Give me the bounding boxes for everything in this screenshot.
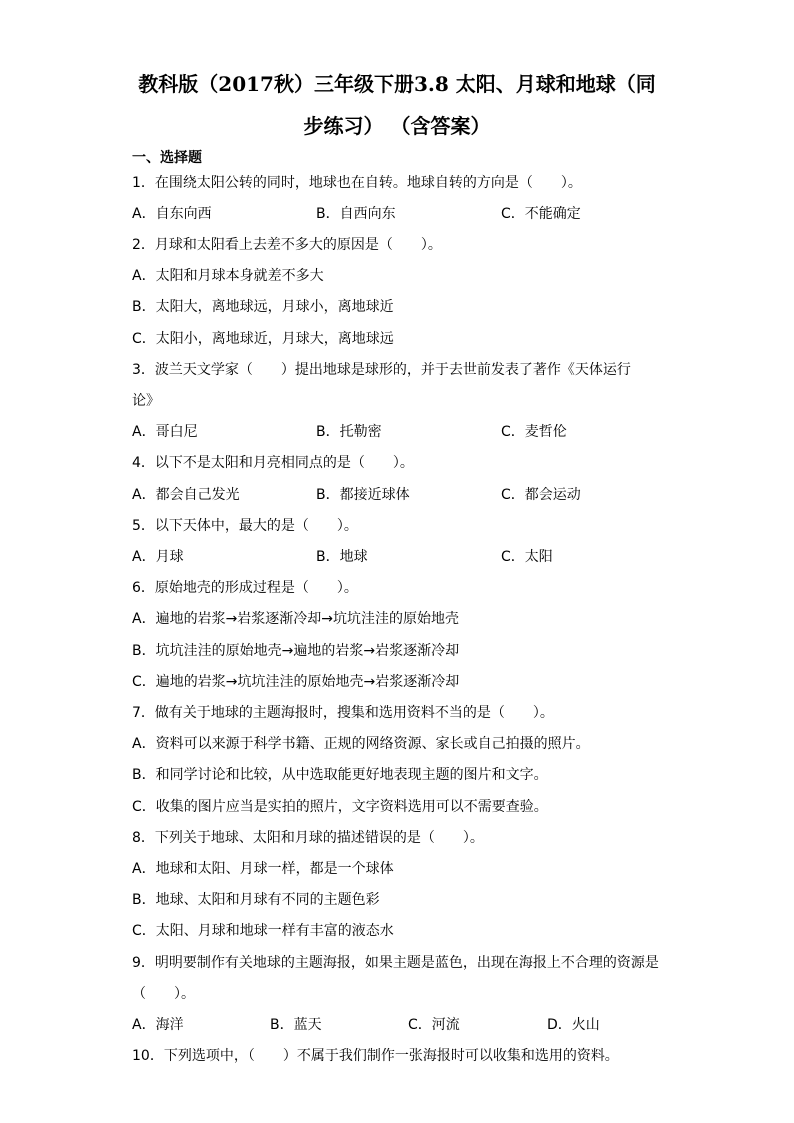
section-heading: 一、选择题 (132, 150, 202, 166)
question-9-option-b: B．蓝天 (270, 1017, 322, 1033)
question-5-stem: 5．以下天体中，最大的是（ ）。 (132, 518, 358, 534)
question-2-option-b: B．太阳大，离地球远，月球小，离地球近 (132, 299, 394, 315)
question-7-option-c: C．收集的图片应当是实拍的照片，文字资料选用可以不需要查验。 (132, 799, 548, 815)
question-9-stem-line-2: （ ）。 (132, 986, 195, 1002)
question-3-option-a: A．哥白尼 (132, 424, 198, 440)
question-8-option-a: A．地球和太阳、月球一样，都是一个球体 (132, 861, 394, 877)
document-title-line-1: 教科版（2017秋）三年级下册3.8 太阳、月球和地球（同 (138, 72, 656, 96)
question-3-option-c: C．麦哲伦 (501, 424, 567, 440)
question-9-option-a: A．海洋 (132, 1017, 184, 1033)
question-9-option-d: D．火山 (547, 1017, 600, 1033)
question-8-option-b: B．地球、太阳和月球有不同的主题色彩 (132, 892, 380, 908)
document-title-line-2: 步练习） （含答案） (303, 114, 491, 138)
question-7-option-b: B．和同学讨论和比较，从中选取能更好地表现主题的图片和文字。 (132, 767, 548, 783)
question-9-stem-line-1: 9．明明要制作有关地球的主题海报，如果主题是蓝色，出现在海报上不合理的资源是 (132, 955, 659, 971)
question-2-option-c: C．太阳小，离地球近，月球大，离地球远 (132, 331, 394, 347)
question-8-option-c: C．太阳、月球和地球一样有丰富的液态水 (132, 923, 394, 939)
question-6-option-a: A．遍地的岩浆→岩浆逐渐冷却→坑坑洼洼的原始地壳 (132, 611, 460, 627)
question-1-option-b: B．自西向东 (316, 206, 396, 222)
question-6-option-b: B．坑坑洼洼的原始地壳→遍地的岩浆→岩浆逐渐冷却 (132, 643, 460, 659)
question-2-stem: 2．月球和太阳看上去差不多大的原因是（ ）。 (132, 237, 442, 253)
question-3-stem-line-2: 论》 (132, 393, 160, 409)
question-10-stem: 10．下列选项中，（ ）不属于我们制作一张海报时可以收集和选用的资料。 (132, 1048, 619, 1064)
question-1-option-a: A．自东向西 (132, 206, 212, 222)
question-6-stem: 6．原始地壳的形成过程是（ ）。 (132, 580, 358, 596)
question-2-option-a: A．太阳和月球本身就差不多大 (132, 268, 324, 284)
question-9-option-c: C．河流 (408, 1017, 460, 1033)
question-6-option-c: C．遍地的岩浆→坑坑洼洼的原始地壳→岩浆逐渐冷却 (132, 674, 460, 690)
question-7-option-a: A．资料可以来源于科学书籍、正规的网络资源、家长或自己拍摄的照片。 (132, 736, 590, 752)
question-5-option-b: B．地球 (316, 549, 368, 565)
question-8-stem: 8．下列关于地球、太阳和月球的描述错误的是（ ）。 (132, 830, 484, 846)
question-4-option-a: A．都会自己发光 (132, 487, 240, 503)
question-3-option-b: B．托勒密 (316, 424, 382, 440)
question-4-option-c: C．都会运动 (501, 487, 581, 503)
question-1-stem: 1．在围绕太阳公转的同时，地球也在自转。地球自转的方向是（ ）。 (132, 175, 582, 191)
question-5-option-a: A．月球 (132, 549, 184, 565)
question-4-stem: 4．以下不是太阳和月亮相同点的是（ ）。 (132, 455, 414, 471)
question-5-option-c: C．太阳 (501, 549, 553, 565)
question-1-option-c: C．不能确定 (501, 206, 581, 222)
question-3-stem-line-1: 3．波兰天文学家（ ）提出地球是球形的，并于去世前发表了著作《天体运行 (132, 362, 631, 378)
question-4-option-b: B．都接近球体 (316, 487, 410, 503)
question-7-stem: 7．做有关于地球的主题海报时，搜集和选用资料不当的是（ ）。 (132, 705, 554, 721)
